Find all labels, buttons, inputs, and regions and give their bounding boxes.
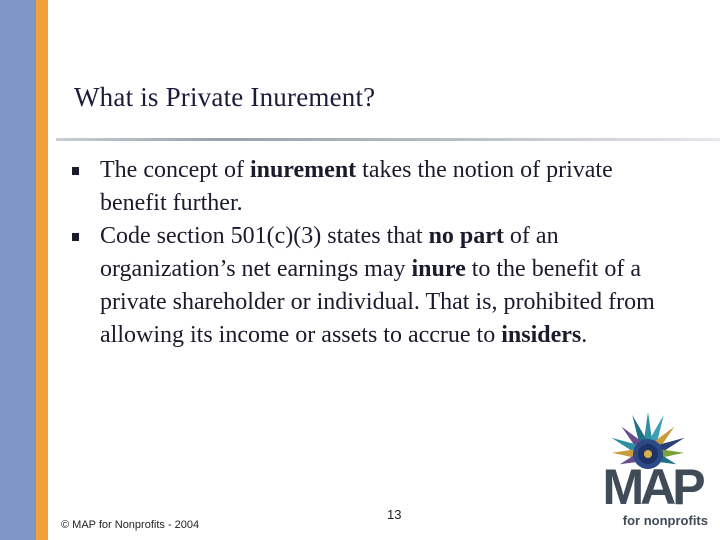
left-orange-bar	[36, 0, 48, 540]
bullet-text-emphasis: no part	[428, 223, 504, 249]
copyright-footer: © MAP for Nonprofits - 2004	[61, 519, 200, 531]
logo-tagline: for nonprofits	[622, 513, 708, 528]
bullet-text-segment: of an organization’s net earnings may	[100, 223, 559, 282]
bullet-text-segment: .	[581, 322, 588, 348]
bullet-text	[100, 223, 655, 348]
bullet-text-emphasis: inure	[411, 256, 466, 282]
bullet-item	[72, 154, 682, 220]
bullet-text-segment: Code section 501(c)(3) states that	[100, 223, 429, 249]
slide-title: What is Private Inurement?	[74, 82, 376, 112]
title-divider	[56, 138, 720, 141]
bullet-text-segment: to the benefit of a private shareholder or individual. That is, prohibited from allowing its income or assets to accrue to	[100, 256, 655, 348]
bullet-square-icon	[72, 233, 79, 241]
bullet-item	[72, 220, 682, 352]
bullet-text	[100, 157, 613, 216]
bullet-text-emphasis: inurement	[249, 157, 357, 183]
bullet-list	[72, 154, 682, 352]
bullet-text-emphasis: insiders	[501, 322, 582, 348]
left-blue-bar	[0, 0, 36, 540]
bullet-square-icon	[72, 167, 79, 175]
map-logo	[588, 410, 708, 530]
bullet-text-segment: The concept of	[100, 157, 250, 183]
page-number: 13	[387, 507, 402, 522]
logo-wordmark: MAP	[602, 459, 702, 515]
bullet-text-segment: takes the notion of private benefit further.	[100, 157, 613, 216]
